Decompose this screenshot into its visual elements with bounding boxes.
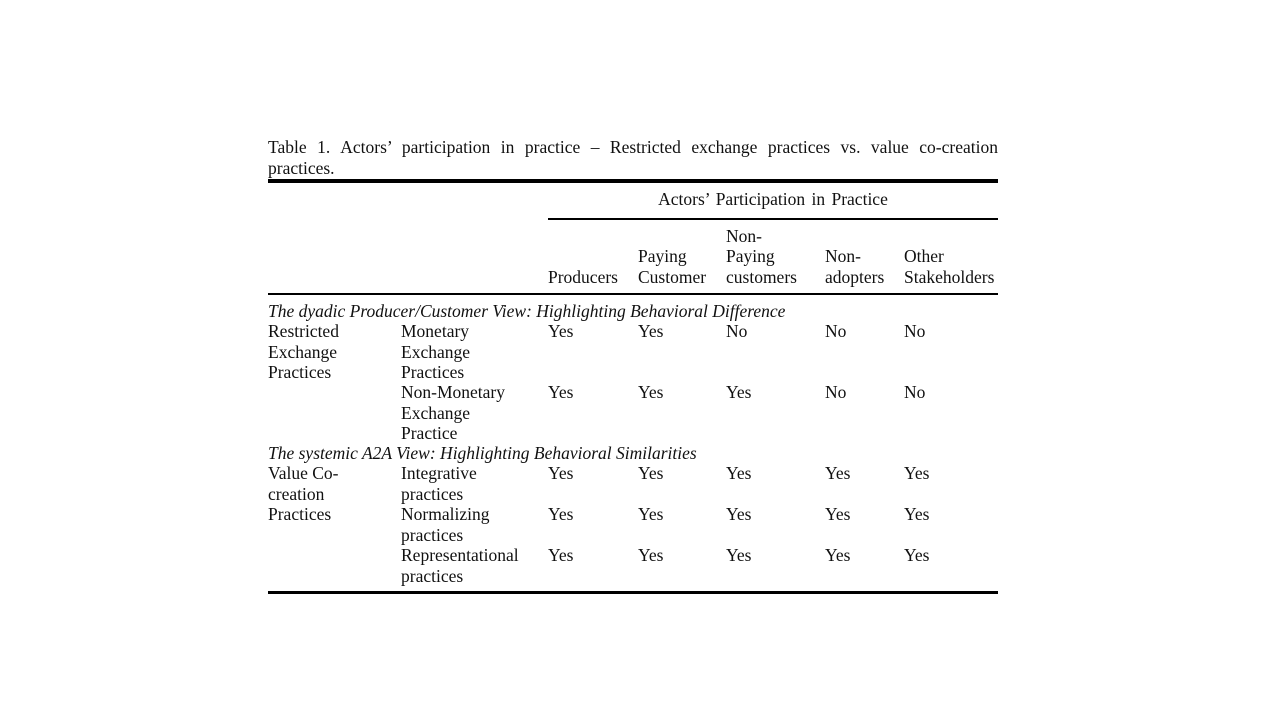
table-cell: No [726, 321, 748, 341]
group-label-restricted-exchange [268, 321, 411, 383]
row-label-line: Practice [401, 423, 458, 443]
column-header-producers [548, 267, 618, 288]
row-label-line: Integrative [401, 463, 477, 483]
table-cell: Yes [904, 463, 930, 483]
column-header-line: Paying [726, 246, 775, 266]
column-header-non-paying-customers [726, 226, 797, 288]
column-header-other-stakeholders [904, 246, 994, 287]
spanning-header-rule [548, 218, 998, 220]
table-header [268, 183, 998, 293]
table-cell: Yes [638, 382, 664, 402]
section-title: The systemic A2A View: Highlighting Behavioral Similarities [268, 443, 697, 463]
row-label-monetary-exchange [401, 321, 541, 383]
column-header-paying-customer [638, 246, 706, 287]
table-cell: No [904, 382, 926, 402]
row-label-line: Representational [401, 545, 519, 565]
table-caption [268, 137, 998, 178]
row-label-line: practices [401, 565, 464, 586]
table-cell: Yes [726, 545, 752, 565]
row-label-line: Exchange [401, 341, 470, 362]
table-cell: Yes [726, 382, 752, 402]
group-label-line: Value Co- [268, 463, 339, 483]
table-cell: Yes [726, 463, 752, 483]
caption-text: Actors’ participation in practice – Restricted exchange practices vs. value co-creation practices. [268, 137, 998, 178]
table-body [268, 295, 998, 591]
row-label-line: practices [401, 483, 464, 504]
column-header-line: Producers [548, 266, 618, 287]
spanning-header: Actors’ Participation in Practice [658, 189, 888, 209]
bottom-rule [268, 591, 998, 594]
table-document [268, 137, 998, 594]
group-label-value-co-creation [268, 463, 411, 525]
row-label-line: Normalizing [401, 504, 490, 524]
table-cell: No [904, 321, 926, 341]
table-cell: Yes [638, 545, 664, 565]
row-label-line: Non-Monetary [401, 382, 506, 402]
row-label-normalizing-practices [401, 504, 541, 545]
column-header-line: Customer [638, 266, 707, 287]
table-number: Table 1. [268, 137, 331, 157]
row-label-integrative-practices [401, 463, 541, 504]
row-label-line: Practices [401, 362, 465, 382]
row-label-representational-practices [401, 545, 541, 586]
table-cell: Yes [904, 504, 930, 524]
table-cell: Yes [548, 321, 574, 341]
table-cell: No [825, 321, 847, 341]
table-cell: Yes [638, 321, 664, 341]
column-header-line: Paying [638, 246, 687, 266]
group-label-line: Exchange [268, 341, 337, 362]
group-label-line: Practices [268, 504, 332, 524]
row-label-non-monetary-exchange [401, 382, 541, 444]
column-header-line: Other [904, 246, 944, 266]
row-label-line: Monetary [401, 321, 470, 341]
row-label-line: practices [401, 524, 464, 545]
group-label-line: Restricted [268, 321, 339, 341]
table-cell: Yes [548, 545, 574, 565]
table-cell: Yes [825, 463, 851, 483]
column-header-line: customers [726, 266, 797, 287]
table-cell: Yes [825, 504, 851, 524]
table-cell: Yes [825, 545, 851, 565]
table-cell: Yes [904, 545, 930, 565]
table-cell: No [825, 382, 847, 402]
column-header-non-adopters [825, 246, 884, 287]
table-cell: Yes [548, 463, 574, 483]
column-header-line: adopters [825, 266, 885, 287]
table-cell: Yes [638, 463, 664, 483]
table-cell: Yes [548, 382, 574, 402]
group-label-line: creation [268, 483, 325, 504]
table-cell: Yes [726, 504, 752, 524]
table-cell: Yes [638, 504, 664, 524]
section-title: The dyadic Producer/Customer View: Highlighting Behavioral Difference [268, 301, 786, 321]
group-label-line: Practices [268, 362, 332, 382]
table-cell: Yes [548, 504, 574, 524]
column-header-line: Non- [825, 246, 861, 266]
column-header-line: Stakeholders [904, 266, 995, 287]
row-label-line: Exchange [401, 402, 470, 423]
column-header-line: Non- [726, 225, 762, 246]
